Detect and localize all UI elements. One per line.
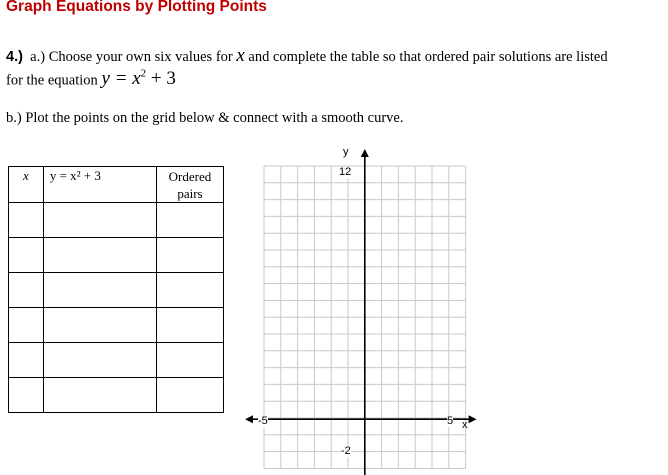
part-a-text: Choose your own six values for — [48, 49, 233, 65]
axes — [245, 146, 477, 475]
x-max-label: 5 — [447, 415, 454, 427]
equation-lhs: y = x — [101, 68, 141, 90]
x-axis-label: x — [462, 419, 468, 431]
question-number: 4.) — [6, 49, 23, 65]
y-min-label: -2 — [341, 445, 351, 457]
x-axis-arrow-right-icon — [469, 415, 477, 423]
header-x: x — [9, 167, 44, 203]
x-axis-arrow-left-icon — [245, 415, 253, 423]
part-a-label: a.) — [30, 49, 46, 65]
part-a-line-2: for the equation — [6, 72, 98, 89]
y-axis-arrow-up-icon — [361, 149, 369, 157]
header-y: y = x² + 3 — [43, 167, 156, 203]
part-a-text-continued: and complete the table so that ordered pair solutions are listed — [248, 49, 608, 65]
part-a-variable: x — [236, 45, 245, 66]
y-max-label: 12 — [339, 166, 352, 178]
equation-rhs: + 3 — [146, 68, 176, 90]
y-axis-label: y — [343, 146, 349, 158]
part-b-text: b.) Plot the points on the grid below & connect with a smooth curve. — [6, 110, 404, 126]
header-pairs: pairs — [177, 186, 203, 201]
header-ordered: Ordered — [168, 169, 212, 184]
equation-exponent: 2 — [140, 68, 147, 80]
x-min-label: -5 — [258, 415, 268, 427]
worksheet-title: Graph Equations by Plotting Points — [6, 0, 267, 15]
